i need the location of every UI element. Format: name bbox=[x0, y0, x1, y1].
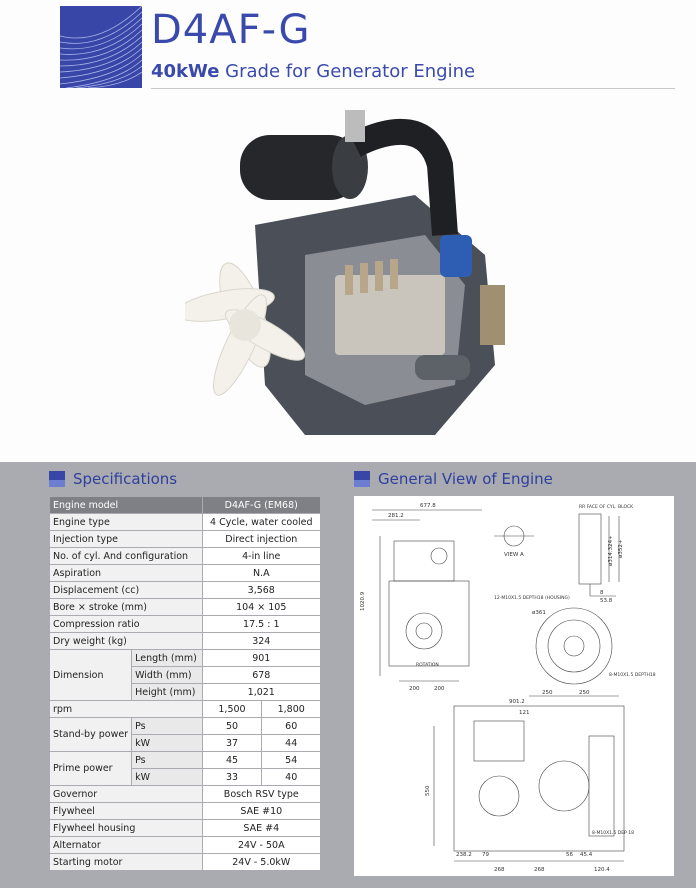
row-value: 1,800 bbox=[262, 701, 321, 718]
drawing-note: VIEW A bbox=[504, 552, 524, 558]
engine-model-title: D4AF-G bbox=[151, 7, 311, 53]
spec-heading bbox=[49, 470, 177, 488]
table-row bbox=[50, 616, 321, 633]
row-value: N.A bbox=[202, 565, 320, 582]
table-row bbox=[50, 803, 321, 820]
dim-label: 45.4 bbox=[580, 852, 593, 858]
dim-label: 268 bbox=[534, 867, 545, 873]
row-sublabel: Height (mm) bbox=[132, 684, 202, 701]
table-row bbox=[50, 497, 321, 514]
row-value: 44 bbox=[262, 735, 321, 752]
section-square-icon bbox=[49, 471, 65, 487]
drawing-note: RR FACE OF CYL. BLOCK bbox=[579, 505, 634, 510]
row-value: 50 bbox=[202, 718, 262, 735]
dim-label: 120.4 bbox=[594, 867, 610, 873]
dim-label: 79 bbox=[482, 852, 489, 858]
dim-label: 677.8 bbox=[420, 503, 436, 509]
row-label: Compression ratio bbox=[50, 616, 203, 633]
row-value: 54 bbox=[262, 752, 321, 769]
table-row bbox=[50, 650, 321, 667]
row-value: Direct injection bbox=[202, 531, 320, 548]
table-row bbox=[50, 633, 321, 650]
row-label: Alternator bbox=[50, 837, 203, 854]
table-row bbox=[50, 565, 321, 582]
row-value: 33 bbox=[202, 769, 262, 786]
table-row bbox=[50, 718, 321, 735]
row-value: 4-in line bbox=[202, 548, 320, 565]
dim-label: 250 bbox=[579, 690, 590, 696]
dim-label: 53.8 bbox=[600, 598, 613, 604]
row-value: 24V - 50A bbox=[202, 837, 320, 854]
dim-label: 281.2 bbox=[388, 513, 404, 519]
dim-label: 200 bbox=[409, 686, 420, 692]
dim-label: 56 bbox=[566, 852, 573, 858]
row-sublabel: Ps bbox=[132, 752, 202, 769]
table-row bbox=[50, 548, 321, 565]
dim-label: ø352+ bbox=[618, 539, 624, 558]
row-sublabel: Ps bbox=[132, 718, 202, 735]
section-square-icon bbox=[354, 471, 370, 487]
view-title: General View of Engine bbox=[378, 470, 553, 488]
drawing-note: 8-M10X1.5 DEP 18 bbox=[592, 831, 634, 836]
row-value: 104 × 105 bbox=[202, 599, 320, 616]
engine-photo bbox=[185, 105, 530, 445]
row-value: D4AF-G (EM68) bbox=[202, 497, 320, 514]
spec-table bbox=[49, 496, 321, 871]
row-label: Aspiration bbox=[50, 565, 203, 582]
table-row bbox=[50, 582, 321, 599]
row-label: Bore × stroke (mm) bbox=[50, 599, 203, 616]
row-value: SAE #4 bbox=[202, 820, 320, 837]
row-value: 37 bbox=[202, 735, 262, 752]
row-label: Displacement (cc) bbox=[50, 582, 203, 599]
row-label: Governor bbox=[50, 786, 203, 803]
dim-label: 550 bbox=[425, 785, 431, 796]
row-label: Injection type bbox=[50, 531, 203, 548]
row-sublabel: kW bbox=[132, 735, 202, 752]
dim-label: 268 bbox=[494, 867, 505, 873]
row-label: Dry weight (kg) bbox=[50, 633, 203, 650]
row-label: Stand-by power bbox=[50, 718, 132, 752]
table-row bbox=[50, 837, 321, 854]
row-label: Engine model bbox=[50, 497, 203, 514]
logo-icon bbox=[60, 6, 142, 88]
dim-label: 200 bbox=[434, 686, 445, 692]
row-label: No. of cyl. And configuration bbox=[50, 548, 203, 565]
dim-label: 8 bbox=[600, 590, 604, 596]
dim-label: 901.2 bbox=[509, 699, 525, 705]
page-subtitle bbox=[151, 60, 475, 84]
row-label: Dimension bbox=[50, 650, 132, 701]
row-sublabel: Length (mm) bbox=[132, 650, 202, 667]
grade-value: 40kWe bbox=[151, 61, 220, 82]
table-row bbox=[50, 599, 321, 616]
engine-drawing bbox=[354, 496, 674, 876]
dim-label: 238.2 bbox=[456, 852, 472, 858]
row-label: Flywheel bbox=[50, 803, 203, 820]
row-sublabel: kW bbox=[132, 769, 202, 786]
drawing-note: 8-M10X1.5 DEPTH18 bbox=[609, 673, 656, 678]
row-label: rpm bbox=[50, 701, 203, 718]
row-value: SAE #10 bbox=[202, 803, 320, 820]
row-label: Engine type bbox=[50, 514, 203, 531]
table-row bbox=[50, 786, 321, 803]
dim-label: 1020.9 bbox=[360, 591, 366, 611]
row-value: 1,500 bbox=[202, 701, 262, 718]
table-row bbox=[50, 820, 321, 837]
row-label: Prime power bbox=[50, 752, 132, 786]
dim-label: ø314.324+ bbox=[608, 535, 614, 566]
row-value: 45 bbox=[202, 752, 262, 769]
row-value: 4 Cycle, water cooled bbox=[202, 514, 320, 531]
drawing-note: ROTATION bbox=[416, 663, 439, 668]
row-value: 24V - 5.0kW bbox=[202, 854, 320, 871]
table-row bbox=[50, 752, 321, 769]
dim-label: 121 bbox=[519, 710, 530, 716]
drawing-note: 12-M10X1.5 DEPTH18 (HOUSING) bbox=[494, 596, 570, 601]
dim-label: ø361 bbox=[532, 610, 546, 616]
row-value: 17.5 : 1 bbox=[202, 616, 320, 633]
row-label: Starting motor bbox=[50, 854, 203, 871]
row-value: 40 bbox=[262, 769, 321, 786]
table-row bbox=[50, 514, 321, 531]
row-value: 3,568 bbox=[202, 582, 320, 599]
table-row bbox=[50, 701, 321, 718]
row-value: 901 bbox=[202, 650, 320, 667]
row-value: 60 bbox=[262, 718, 321, 735]
table-row bbox=[50, 854, 321, 871]
row-value: 324 bbox=[202, 633, 320, 650]
grade-description: Grade for Generator Engine bbox=[219, 61, 476, 82]
row-value: 678 bbox=[202, 667, 320, 684]
view-heading bbox=[354, 470, 553, 488]
row-sublabel: Width (mm) bbox=[132, 667, 202, 684]
row-label: Flywheel housing bbox=[50, 820, 203, 837]
dim-label: 250 bbox=[542, 690, 553, 696]
table-row bbox=[50, 531, 321, 548]
row-value: Bosch RSV type bbox=[202, 786, 320, 803]
spec-title: Specifications bbox=[73, 470, 178, 488]
row-value: 1,021 bbox=[202, 684, 320, 701]
header-divider bbox=[151, 88, 675, 89]
